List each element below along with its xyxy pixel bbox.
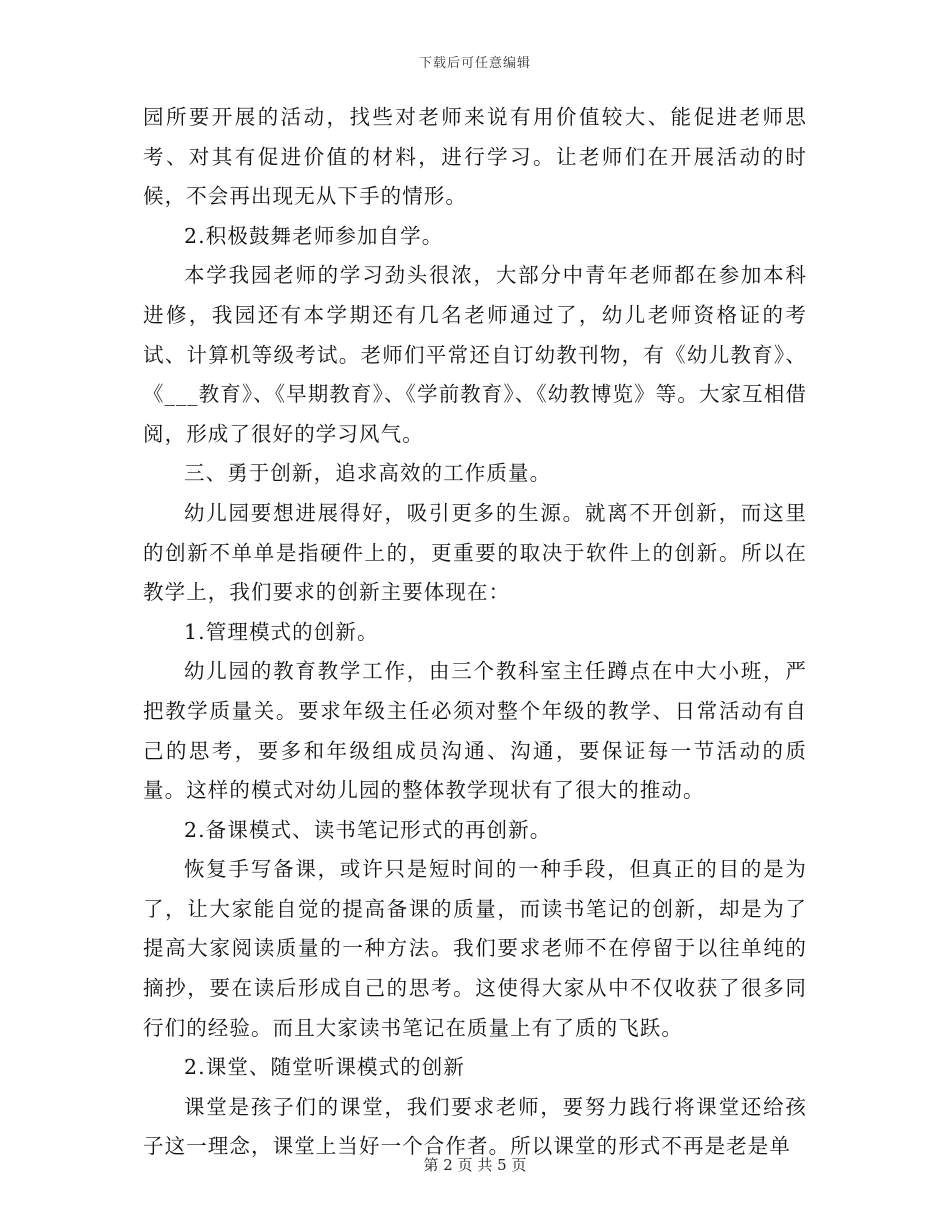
- subheading-classroom-mode: 2.课堂、随堂听课模式的创新: [184, 1055, 465, 1080]
- subheading-management-mode: 1.管理模式的创新。: [184, 619, 379, 644]
- subheading-self-study: 2.积极鼓舞老师参加自学。: [184, 223, 444, 248]
- section-heading-innovation: 三、勇于创新，追求高效的工作质量。: [184, 461, 552, 486]
- document-body: [143, 98, 807, 1167]
- subheading-lesson-prep: 2.备课模式、读书笔记形式的再创新。: [184, 817, 552, 842]
- paragraph-classroom-mode: 课堂是孩子们的课堂，我们要求老师，要努力践行将课堂还给孩子这一理念，课堂上当好一个合作者。所以课堂的形式不再是老是单: [143, 1094, 807, 1159]
- paragraph-self-study: 本学我园老师的学习劲头很浓，大部分中青年老师都在参加本科进修，我园还有本学期还有几名老师通过了，幼儿老师资格证的考试、计算机等级考试。老师们平常还自订幼教刊物，有《幼儿教育》、《___教育》、《早期教育》、《学前教育》、《幼教博览》等。大家互相借阅，形成了很好的学习风气。: [143, 263, 807, 446]
- page-number-footer: 第 2 页 共 5 页: [423, 1156, 527, 1174]
- page-header: 下载后可任意编辑: [418, 56, 531, 71]
- paragraph-management-mode: 幼儿园的教育教学工作，由三个教科室主任蹲点在中大小班，严把教学质量关。要求年级主任必须对整个年级的教学、日常活动有自己的思考，要多和年级组成员沟通、沟通，要保证每一节活动的质量。这样的模式对幼儿园的整体教学现状有了很大的推动。: [143, 659, 807, 803]
- paragraph-lesson-prep: 恢复手写备课，或许只是短时间的一种手段，但真正的目的是为了，让大家能自觉的提高备课的质量，而读书笔记的创新，却是为了提高大家阅读质量的一种方法。我们要求老师不在停留于以往单纯的摘抄，要在读后形成自己的思考。这使得大家从中不仅收获了很多同行们的经验。而且大家读书笔记在质量上有了质的飞跃。: [143, 857, 807, 1040]
- paragraph-continuation: 园所要开展的活动，找些对老师来说有用价值较大、能促进老师思考、对其有促进价值的材料，进行学习。让老师们在开展活动的时候，不会再出现无从下手的情形。: [143, 105, 807, 209]
- paragraph-innovation-intro: 幼儿园要想进展得好，吸引更多的生源。就离不开创新，而这里的创新不单单是指硬件上的，更重要的取决于软件上的创新。所以在教学上，我们要求的创新主要体现在：: [143, 500, 807, 605]
